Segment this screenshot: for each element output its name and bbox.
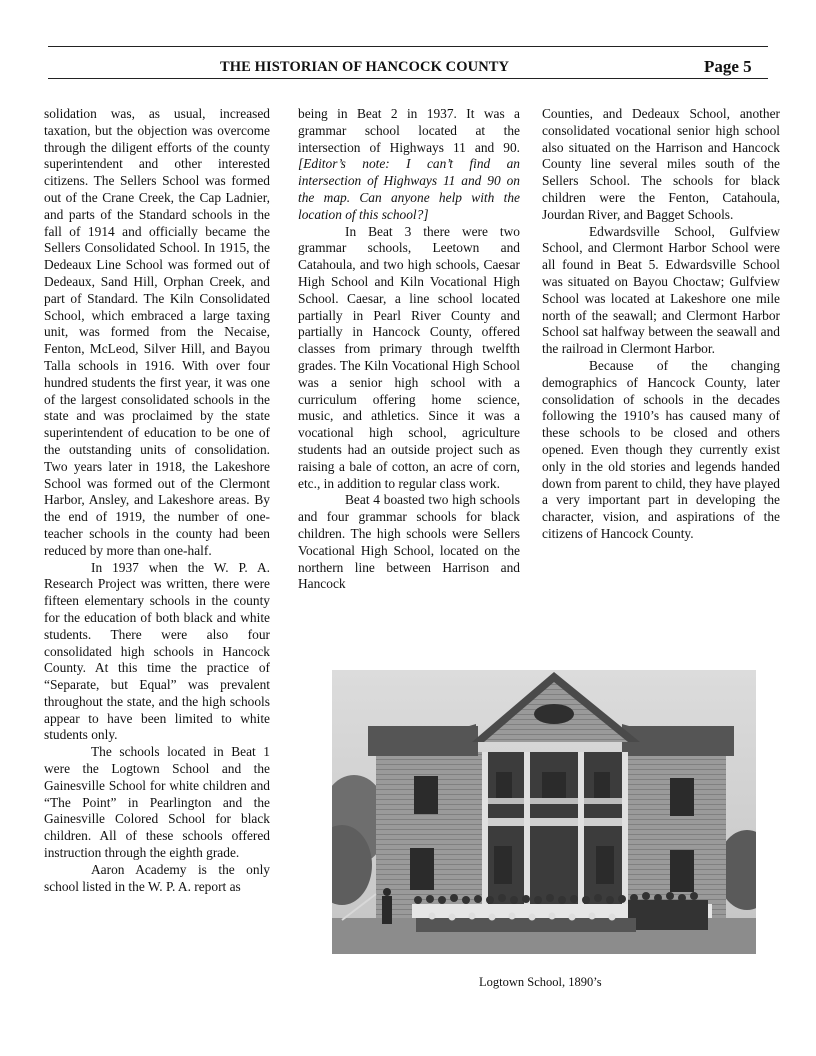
paragraph: Beat 4 boasted two high schools and four grammar schools for black children. The high schools were Sellers Vocational High School, located on the northern line between Harrison and Hancock: [298, 492, 520, 592]
header-rule-top: [48, 46, 768, 47]
paragraph: Aaron Academy is the only school listed in the W. P. A. report as: [44, 861, 270, 894]
paragraph: Edwardsville School, Gulfview School, and Clermont Harbor School were all found in Beat 5. Edwardsville School was situated on Bayou Choctaw; Gulfview School was located at Lakeshore one mile north of the seawall; and Clermont Harbor School sat halfway between the seawall and the railroad in Clermont Harbor.: [542, 223, 780, 357]
newsletter-title: THE HISTORIAN OF HANCOCK COUNTY: [220, 59, 510, 75]
paragraph: In 1937 when the W. P. A. Research Project was written, there were fifteen elementary schools in the county for the education of both black and white students. There were also four consolidated high schools in Hancock County. At this time the practice of “Separate, but Equal” was prevalent throughout the state, and the high schools appear to have been limited to white students only.: [44, 559, 270, 743]
article-column-3: [542, 106, 780, 543]
paragraph: [298, 106, 520, 224]
article-column-1: [44, 106, 270, 895]
photo-caption: Logtown School, 1890’s: [479, 975, 602, 989]
school-building-illustration: [332, 670, 756, 954]
editor-note: [Editor’s note: I can’t find an intersection of Highways 11 and 90 on the map. Can anyone help with the location of this school?]: [298, 156, 520, 222]
paragraph: Because of the changing demographics of Hancock County, later consolidation of schools in the decades following the 1910’s has caused many of these schools to be closed and others opened. Even though they currently exist only in the old stories and legends handed down from parent to child, they have played a very important part in developing the character, vision, and aspirations of the citizens of Hancock County.: [542, 357, 780, 541]
header-rule-bottom: [48, 78, 768, 79]
paragraph: In Beat 3 there were two grammar schools, Leetown and Catahoula, and two high schools, Caesar High School and Kiln Vocational High School. Caesar, a line school located partially in Pearl River County and partially in Hancock County, offered classes from primary through twelfth grades. The Kiln Vocational High School was a senior high school with a curriculum offering home science, music, and athletics. Since it was a vocational high school, agriculture students had an outside project such as raising a bale of cotton, an acre of corn, etc., in addition to regular class work.: [298, 223, 520, 491]
paragraph: The schools located in Beat 1 were the Logtown School and the Gainesville School for white children and “The Point” in Pearlington and the Gainesville Colored School for black children. All of these schools offered instruction through the eighth grade.: [44, 744, 270, 861]
paragraph: Counties, and Dedeaux School, another consolidated vocational senior high school also situated on the Harrison and Hancock County line several miles south of the Sellers School. The schools for black children were the Fenton, Catahoula, Jourdan River, and Bagget Schools.: [542, 106, 780, 222]
article-column-2: [298, 106, 520, 593]
paragraph-text: being in Beat 2 in 1937. It was a grammar school located at the intersection of Highways 11 and 90.: [298, 106, 520, 155]
page-number: Page 5: [704, 57, 752, 76]
school-photo: [332, 670, 756, 954]
paragraph: solidation was, as usual, increased taxation, but the objection was overcome through the diligent efforts of the county superintendent and other interested citizens. The Sellers School was formed out of the Crane Creek, the Cap Ladnier, and parts of the Standard schools in the fall of 1914 and officially became the Sellers Consolidated School. In 1915, the Dedeaux Line School was formed out of Dedeaux, Sand Hill, Orphan Creek, and part of Standard. The Kiln Consolidated School, which embraced a large taxing unit, was formed from the Necaise, Fenton, McLeod, Silver Hill, and Bayou Talla schools in 1916. With over four hundred students the first year, it was one of the largest consolidated schools in the state and was proclaimed by the state superintendent of education to be one of the outstanding units of consolidation. Two years later in 1918, the Lakeshore School was formed out of the Clermont Harbor, Ansley, and Lakeshore areas. By the end of 1919, the number of one-teacher schools in the county had been reduced by more than one-half.: [44, 106, 270, 558]
